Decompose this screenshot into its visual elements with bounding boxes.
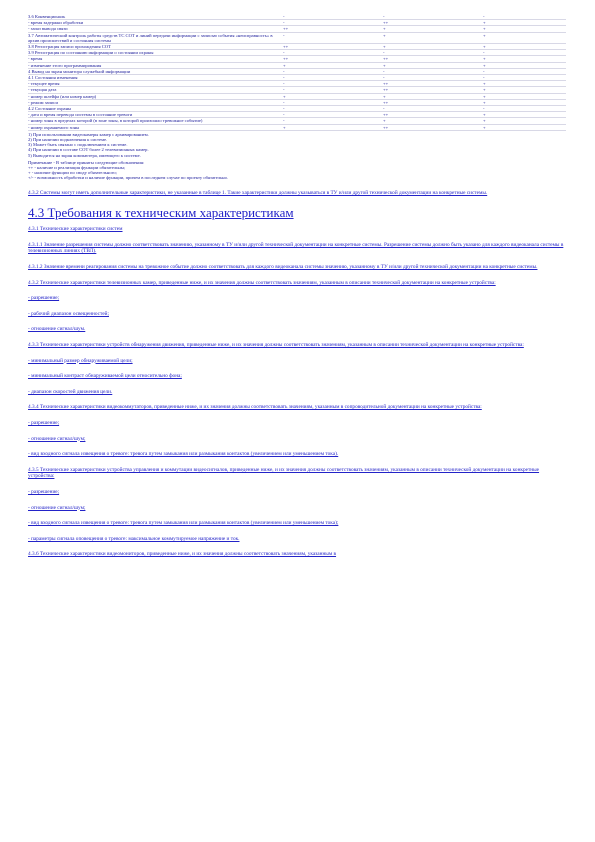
- mark-cell: +: [383, 118, 483, 124]
- function-cell: 4.2 Состояние охраны: [28, 106, 283, 112]
- table-row: [28, 124, 566, 130]
- function-cell: 3.7 Автоматический контроль работы средств ТС СОТ и линий передачи информации с записью события «неисправность» в архив происшествий и состояния системы: [28, 32, 283, 43]
- function-cell: - номер шлейфа (или номер камер): [28, 93, 283, 99]
- list-item: - отношение сигнал/шум;: [28, 435, 86, 442]
- mark-cell: -: [283, 112, 383, 118]
- note: 3) Может быть связано с подключением к системе.: [28, 142, 128, 148]
- mark-cell: -: [283, 118, 383, 124]
- table-row: [28, 32, 566, 43]
- function-cell: 3.8 Регистрация записи прохождения СОТ: [28, 44, 283, 50]
- list-item: - отношение сигнал/шум.: [28, 326, 86, 333]
- function-cell: 3.9 Регистрация по состоянию информации о состоянии охраны: [28, 50, 283, 56]
- mark-cell: +: [283, 124, 383, 130]
- paragraph-4-3-2: 4.3.2 Системы могут иметь дополнительные характеристики, не указанные в таблице 1. Такие характеристики должны указываться в ТУ и/или другой технической документации на конкретные системы.: [28, 189, 488, 196]
- mark-cell: -: [283, 106, 383, 112]
- mark-cell: -: [283, 50, 383, 56]
- mark-cell: +: [483, 118, 566, 124]
- mark-cell: -: [283, 14, 383, 20]
- mark-cell: +: [483, 56, 566, 62]
- mark-cell: +: [483, 44, 566, 50]
- mark-cell: ++: [383, 99, 483, 105]
- mark-cell: ++: [283, 26, 383, 32]
- list-item: - параметры сигнала оповещения о тревоге: максимальное коммутируемое напряжение и ток.: [28, 535, 240, 542]
- function-cell: - время задержки обработки: [28, 20, 283, 26]
- legend-title: Примечание - В таблице приняты следующие обозначения:: [28, 159, 145, 165]
- mark-cell: +: [483, 62, 566, 68]
- paragraph-4-3-1-2: 4.3.1.2 Значение времени реагирования системы на тревожное событие должно соответствовать для каждого видеоканала системы значению, указанному в ТУ и/или другой технической документации на конкретные системы.: [28, 264, 538, 271]
- mark-cell: ++: [383, 124, 483, 130]
- mark-cell: +: [483, 124, 566, 130]
- mark-cell: -: [283, 99, 383, 105]
- function-cell: 3.6 Конвенциональ: [28, 14, 283, 20]
- mark-cell: +: [383, 62, 483, 68]
- list-item: - минимальный контраст обнаруживаемой цели относительно фона;: [28, 373, 182, 380]
- list-item: - вид входного сигнала извещения о тревоге: тревога путем замыкания или размыкания контактов (увеличением или уменьшением тока).: [28, 451, 339, 458]
- mark-cell: +: [483, 26, 566, 32]
- mark-cell: -: [483, 106, 566, 112]
- mark-cell: -: [383, 50, 483, 56]
- function-cell: - текущее время: [28, 81, 283, 87]
- legend-item: +/- - возможность обработки и наличие функции, причем в последнем случае по проекту обязательно.: [28, 175, 229, 181]
- table-notes: [28, 132, 566, 181]
- note: 4) При наличии в составе СОТ более 2 телевизионных камер.: [28, 147, 149, 153]
- document-page: [28, 14, 566, 558]
- list-item: - разрешение;: [28, 488, 60, 495]
- mark-cell: ++: [383, 87, 483, 93]
- mark-cell: +: [483, 87, 566, 93]
- mark-cell: -: [283, 81, 383, 87]
- mark-cell: +: [483, 20, 566, 26]
- mark-cell: -: [283, 68, 383, 74]
- list-item: - разрешение;: [28, 295, 60, 302]
- function-cell: - время: [28, 56, 283, 62]
- function-cell: 4 Вывод на экран монитора служебной информации: [28, 68, 283, 74]
- list-item: - минимальный размер обнаруживаемой цели;: [28, 357, 133, 364]
- note: 1) При использовании видеокамеры камер с архивированием.: [28, 131, 149, 137]
- mark-cell: -: [283, 32, 383, 43]
- legend-item: + - наличие функции по своду обязательного;: [28, 170, 117, 176]
- list-item: - диапазон скоростей движения цели.: [28, 388, 113, 395]
- mark-cell: +: [483, 93, 566, 99]
- note: 5) Выводится на экран компьютера, имеющего к системе.: [28, 152, 141, 158]
- mark-cell: +: [483, 81, 566, 87]
- paragraph-4-3-3: 4.3.3 Технические характеристики устройств обнаружения движения, приведенные ниже, и их значения должны соответствовать значениям, указанным в описании технической документации на конкретные устройства:: [28, 342, 524, 349]
- function-cell: - режим записи: [28, 99, 283, 105]
- paragraph-4-3-1: 4.3.1 Технические характеристики систем: [28, 226, 123, 233]
- section-heading: 4.3 Требования к техническим характеристикам: [28, 205, 294, 221]
- mark-cell: +: [383, 44, 483, 50]
- paragraph-4-3-4: 4.3.4 Технические характеристики видеокоммутаторов, приведенные ниже, и их значения должны соответствовать значениям, указанным в сопроводительной документации на конкретные устройства:: [28, 404, 482, 411]
- mark-cell: -: [483, 68, 566, 74]
- mark-cell: +: [483, 32, 566, 43]
- mark-cell: -: [483, 75, 566, 81]
- note: 2) При наличии подключения к системе.: [28, 137, 108, 143]
- mark-cell: ++: [383, 20, 483, 26]
- function-cell: 4.1 Состояния изменения: [28, 75, 283, 81]
- mark-cell: -: [483, 50, 566, 56]
- function-cell: - изменение этого программирования: [28, 62, 283, 68]
- mark-cell: +: [283, 62, 383, 68]
- legend-item: ++ - наличие и реализация функции обязательны;: [28, 165, 126, 171]
- mark-cell: +: [383, 32, 483, 43]
- paragraph-4-3-5: 4.3.5 Технические характеристики устройства управления и коммутации видеосигналов, приведенные ниже, и их значения должны соответствовать значениям, указанным в описании технической документации на конкретные устройства:: [28, 466, 540, 480]
- mark-cell: -: [283, 20, 383, 26]
- mark-cell: ++: [383, 81, 483, 87]
- paragraph-4-3-2b: 4.3.2 Технические характеристики телевизионных камер, приведенные ниже, и их значения должны соответствовать значениям, указанным в описании технической документации на конкретные устройства:: [28, 279, 496, 286]
- mark-cell: -: [283, 75, 383, 81]
- function-cell: - номер зоны в пределах которой (в зоне зоны, в которой произошло тревожное событие): [28, 118, 283, 124]
- mark-cell: -: [283, 87, 383, 93]
- mark-cell: +: [483, 112, 566, 118]
- list-item: - разрешение;: [28, 420, 60, 426]
- function-cell: - номер охраняемого зоны: [28, 124, 283, 130]
- paragraph-4-3-6: 4.3.6 Технические характеристики видеомониторов, приведенные ниже, и их значения должны соответствовать значениям, указанным в: [28, 551, 337, 558]
- list-item: - отношение сигнал/шум;: [28, 504, 86, 511]
- mark-cell: -: [383, 75, 483, 81]
- functions-table: [28, 14, 566, 131]
- list-item: - вид входного сигнала извещения о тревоге: тревога путем замыкания или размыкания контактов (увеличением или уменьшением тока);: [28, 520, 339, 527]
- mark-cell: ++: [383, 56, 483, 62]
- function-cell: - дата и время перевода системы в состояние тревоги: [28, 112, 283, 118]
- list-item: - рабочий диапазон освещенностей;: [28, 310, 109, 317]
- mark-cell: -: [383, 106, 483, 112]
- mark-cell: +: [383, 26, 483, 32]
- mark-cell: +: [483, 99, 566, 105]
- mark-cell: -: [483, 14, 566, 20]
- mark-cell: ++: [283, 44, 383, 50]
- paragraph-4-3-1-1: 4.3.1.1 Значение разрешения системы должно соответствовать значению, указанному в ТУ и/или другой технической документации на конкретные системы. Разрешение системы должно быть указано для каждого видеоканала системы в телевизионных линиях (ТВЛ).: [28, 241, 564, 255]
- mark-cell: +: [383, 93, 483, 99]
- function-cell: - текущая дата: [28, 87, 283, 93]
- mark-cell: ++: [383, 112, 483, 118]
- function-cell: - запаз вывода связи: [28, 26, 283, 32]
- mark-cell: -: [383, 68, 483, 74]
- mark-cell: -: [383, 14, 483, 20]
- mark-cell: ++: [283, 56, 383, 62]
- mark-cell: +: [283, 93, 383, 99]
